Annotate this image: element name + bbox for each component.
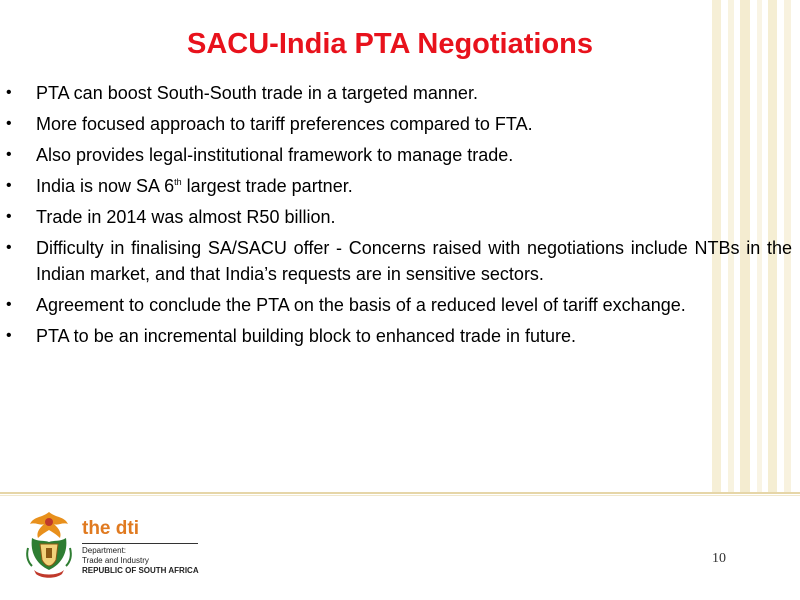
bullet-icon: • [6,84,12,101]
superscript: th [174,177,182,187]
bullet-item [6,323,792,349]
bullet-text: Trade in 2014 was almost R50 billion. [36,207,336,227]
bullet-icon: • [6,146,12,163]
department-name: Trade and Industry [82,556,149,565]
bullet-text: PTA to be an incremental building block to enhanced trade in future. [36,326,577,346]
page-number: 10 [712,551,726,566]
country-name: REPUBLIC OF SOUTH AFRICA [82,566,199,575]
department-label: Department: [82,546,127,555]
bullet-item [6,173,792,199]
footer-divider-thin [0,495,800,496]
coat-of-arms-icon [24,508,74,580]
bullet-text [36,176,353,196]
bullet-text: Also provides legal-institutional framework to manage trade. [36,145,514,165]
bullet-list [6,80,792,354]
bullet-item [6,80,792,106]
bullet-item [6,292,792,318]
bullet-icon: • [6,239,12,256]
bullet-icon: • [6,177,12,194]
bullet-icon: • [6,115,12,132]
bullet-text-part: India is now SA 6 [36,176,175,196]
bullet-text: More focused approach to tariff preferences compared to FTA. [36,114,533,134]
bullet-item [6,235,792,287]
bullet-item [6,111,792,137]
bullet-icon: • [6,208,12,225]
bullet-text: Agreement to conclude the PTA on the basis of a reduced level of tariff exchange. [36,295,686,315]
slide-title: SACU-India PTA Negotiations [187,28,593,60]
dti-logo [82,518,212,576]
bullet-text-part: largest trade partner. [181,176,353,196]
bullet-item [6,204,792,230]
footer-divider [0,492,800,494]
bullet-icon: • [6,296,12,313]
bullet-item [6,142,792,168]
logo-underline [82,543,198,544]
logo-wordmark: the dti [82,518,139,539]
bullet-text: PTA can boost South-South trade in a targeted manner. [36,83,478,103]
bullet-text: Difficulty in finalising SA/SACU offer - Concerns raised with negotiations include NTBs in the Indian market, and that India’s requests are in sensitive sectors. [36,238,792,284]
bullet-icon: • [6,327,12,344]
